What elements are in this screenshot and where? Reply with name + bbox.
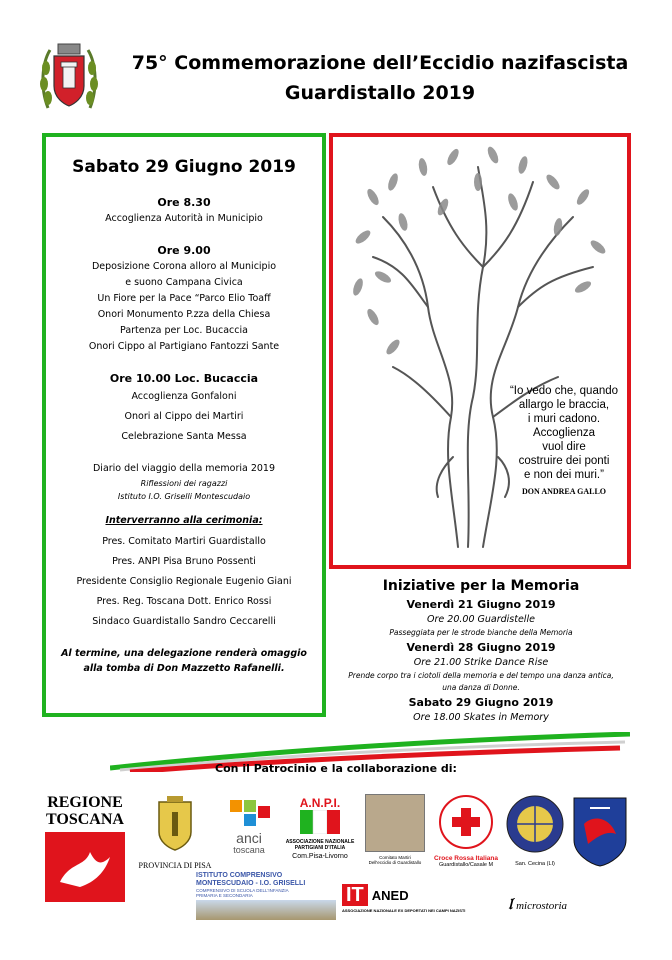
- comitato-logo: [360, 794, 430, 865]
- program-item: Accoglienza Autorità in Municipio: [105, 213, 263, 224]
- diary-subtitle: Istituto I.O. Griselli Montescudaio: [117, 492, 251, 501]
- logo-text: PARTIGIANI D'ITALIA: [294, 845, 346, 851]
- page-title: [100, 48, 660, 108]
- logo-text: MONTESCUDAIO - I.O. GRISELLI: [196, 880, 306, 887]
- program-item: Partenza per Loc. Bucaccia: [120, 325, 248, 336]
- logo-text: ASSOCIAZIONE NAZIONALE EX DEPORTATI NEI CAMPI NAZISTI: [342, 908, 466, 913]
- logo-text: PRIMARIA E SECONDARIA: [196, 893, 253, 898]
- logo-text: ANED: [371, 887, 409, 903]
- globe-badge-logo: [502, 794, 568, 867]
- quote-author: DON ANDREA GALLO: [521, 487, 606, 496]
- logo-text: Com.Pisa-Livorno: [292, 853, 348, 860]
- logo-text: toscana: [233, 845, 265, 855]
- event-date: Sabato 29 Giugno 2019: [408, 696, 554, 709]
- event-date: Venerdì 28 Giugno 2019: [406, 641, 556, 654]
- anpi-flag-icon: [300, 810, 340, 834]
- guest-item: Pres. ANPI Pisa Bruno Possenti: [112, 556, 256, 567]
- municipal-crest-icon: [40, 38, 98, 114]
- initiatives-section: [334, 576, 628, 725]
- closing-line: alla tomba di Don Mazzetto Rafanelli.: [83, 663, 285, 674]
- microstoria-mark-icon: 𝔩: [508, 896, 513, 913]
- patronage-title: Con il Patrocinio e la collaborazione di:: [215, 762, 457, 775]
- initiatives-title: Iniziative per la Memoria: [382, 578, 580, 594]
- program-item: e suono Campana Civica: [125, 277, 243, 288]
- logo-text: Guardistallo/Casale M: [438, 862, 494, 868]
- diary-title: Diario del viaggio della memoria 2019: [92, 463, 276, 474]
- guests-title: Interverranno alla cerimonia:: [105, 515, 263, 526]
- program-item: Un Fiore per la Pace “Parco Elio Toaff: [97, 293, 271, 304]
- anci-squares-icon: [224, 800, 274, 826]
- regione-toscana-logo: [40, 794, 130, 907]
- event-desc: Passeggiata per le strode bianche della Memoria: [389, 628, 573, 637]
- landscape-photo-icon: [196, 900, 336, 920]
- istituto-logo: [196, 872, 336, 920]
- logo-text: ISTITUTO COMPRENSIVO: [196, 872, 283, 879]
- monument-photo-icon: [365, 794, 425, 852]
- logo-text: microstoria: [516, 900, 568, 912]
- program-item: Onori al Cippo dei Martiri: [124, 411, 244, 422]
- croce-rossa-logo: [430, 794, 502, 868]
- logo-text: ASSOCIAZIONE NAZIONALE: [285, 839, 355, 845]
- pisa-crest-icon: [155, 796, 195, 852]
- logo-text: Comitato Martiri: [379, 855, 411, 860]
- program-date: Sabato 29 Giugno 2019: [72, 157, 296, 177]
- title-line-1: 75° Commemorazione dell’Eccidio nazifascista: [131, 52, 629, 74]
- program-item: Onori Cippo al Partigiano Fantozzi Sante: [88, 341, 280, 352]
- section-time: Ore 9.00: [157, 244, 211, 257]
- closing-line: Al termine, una delegazione renderà omaggio: [61, 648, 307, 659]
- section-time: Ore 10.00 Loc. Bucaccia: [109, 372, 259, 385]
- event-time: Ore 18.00 Skates in Memory: [413, 712, 549, 723]
- logo-text: REGIONE: [47, 794, 123, 811]
- guest-item: Pres. Reg. Toscana Dott. Enrico Rossi: [96, 596, 272, 607]
- logo-text: anci: [236, 830, 262, 846]
- logo-text: Dell'eccidio di Guardistallo: [368, 860, 422, 865]
- logo-text: Croce Rossa Italiana: [434, 855, 498, 862]
- tree-box: [329, 133, 631, 569]
- globe-badge-icon: [505, 794, 565, 854]
- pegasus-icon: [40, 832, 130, 902]
- provincia-pisa-logo: [135, 796, 215, 870]
- logo-text: A.N.P.I.: [299, 796, 341, 810]
- event-date: Venerdì 21 Giugno 2019: [406, 598, 556, 611]
- shield-badge-logo: [570, 794, 630, 868]
- quote-text: [500, 384, 628, 482]
- quote-line: allargo le braccia,: [518, 399, 610, 411]
- microstoria-logo: [508, 896, 618, 914]
- quote-line: e non dei muri.”: [524, 469, 604, 481]
- guest-item: Pres. Comitato Martiri Guardistallo: [102, 536, 266, 547]
- shield-badge-icon: [570, 794, 630, 868]
- quote-line: “Io vedo che, quando: [509, 385, 619, 397]
- guest-item: Presidente Consiglio Regionale Eugenio Giani: [76, 576, 292, 587]
- event-time: Ore 20.00 Guardistelle: [427, 614, 535, 625]
- program-item: Deposizione Corona allorо al Municipio: [91, 261, 277, 272]
- quote-line: Accoglienza: [532, 427, 595, 439]
- tree-drawing-icon: [333, 137, 627, 565]
- diary-subtitle: Riflessioni dei ragazzi: [140, 479, 228, 488]
- section-time: Ore 8.30: [157, 196, 211, 209]
- program-box: [42, 133, 326, 717]
- guest-item: Sindaco Guardistallo Sandro Ceccarelli: [92, 616, 276, 627]
- event-desc: Prende corpo tra i ciotoli della memoria e del tempo una danza antica, una danza di Donne.: [348, 671, 614, 692]
- logo-text: PROVINCIA DI PISA: [138, 861, 212, 870]
- aned-logo: [342, 884, 492, 913]
- program-item: Onori Monumento P.zza della Chiesa: [97, 309, 271, 320]
- logo-text: San. Cecina (LI): [515, 861, 555, 867]
- event-time: Ore 21.00 Strike Dance Rise: [413, 657, 549, 668]
- anci-logo: [218, 800, 280, 855]
- quote-line: costruire dei ponti: [518, 455, 610, 467]
- title-line-2: Guardistallo 2019: [284, 82, 476, 104]
- logo-text: TOSCANA: [46, 811, 124, 828]
- red-cross-icon: [438, 794, 494, 850]
- logo-text: COMPRENSIVO DI SCUOLA DELL'INFANZIA: [196, 888, 289, 893]
- program-item: Accoglienza Gonfaloni: [131, 391, 237, 402]
- anpi-logo: [284, 796, 356, 860]
- quote-line: i muri cadono.: [527, 413, 601, 425]
- program-item: Celebrazione Santa Messa: [121, 431, 247, 442]
- logo-text: IT: [342, 884, 368, 906]
- quote-line: vuol dire: [542, 441, 586, 453]
